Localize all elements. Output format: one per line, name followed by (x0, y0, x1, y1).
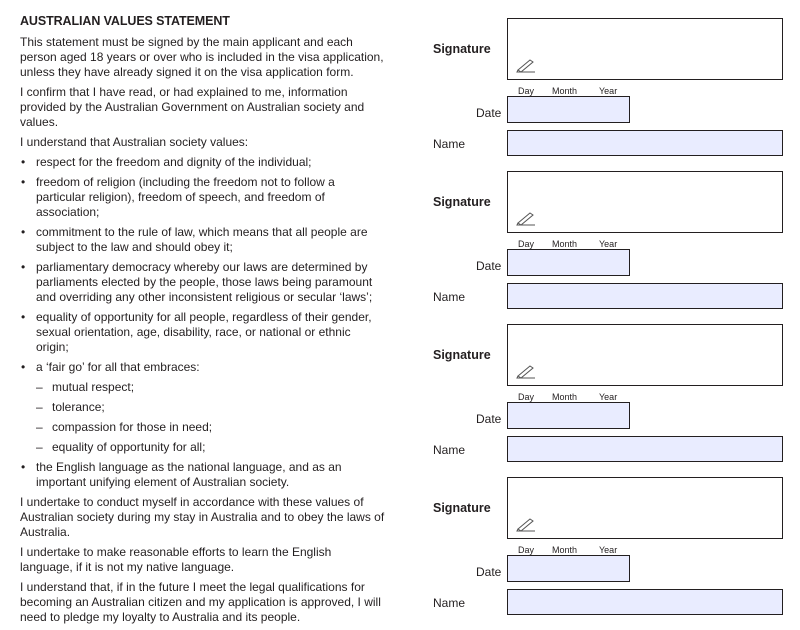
pen-icon (516, 363, 536, 379)
date-label: Date (476, 106, 502, 120)
value-item: • a ‘fair go’ for all that embraces: (20, 360, 385, 375)
month-label: Month (552, 86, 578, 96)
date-label: Date (476, 412, 502, 426)
date-field[interactable] (507, 249, 630, 276)
name-field[interactable] (507, 130, 783, 156)
year-label: Year (599, 392, 618, 402)
undertake-english-text: I undertake to make reasonable efforts to learn the English language, if it is not my native language. (20, 545, 332, 574)
signature-field[interactable] (507, 18, 783, 80)
month-label: Month (552, 392, 578, 402)
fair-go-item: – tolerance; (20, 400, 385, 415)
value-item: • freedom of religion (including the freedom not to follow a particular religion), freedom of speech, and freedom of association; (20, 175, 385, 220)
signature-block-1 (430, 18, 790, 158)
year-label: Year (599, 239, 618, 249)
signature-block-3 (430, 324, 790, 464)
statement-title: AUSTRALIAN VALUES STATEMENT (20, 14, 230, 28)
name-field[interactable] (507, 436, 783, 462)
confirm-text: I confirm that I have read, or had explained to me, information provided by the Australian Government on Australian society and values. (20, 85, 365, 129)
understand-text: I understand that Australian society values: (20, 135, 249, 149)
value-item-english: • the English language as the national language, and as an important unifying element of Australian society. (20, 460, 385, 490)
value-item: • commitment to the rule of law, which means that all people are subject to the law and should obey it; (20, 225, 385, 255)
pledge-text: I understand that, if in the future I meet the legal qualifications for becoming an Australian citizen and my application is approved, I will need to pledge my loyalty to Australia and its people. (20, 580, 381, 624)
signature-block-2 (430, 171, 790, 311)
value-item: • equality of opportunity for all people, regardless of their gender, sexual orientation, age, disability, race, or national or ethnic origin; (20, 310, 385, 355)
name-label: Name (433, 290, 466, 304)
name-label: Name (433, 443, 466, 457)
fair-go-item: – mutual respect; (20, 380, 385, 395)
signature-field[interactable] (507, 171, 783, 233)
signature-block-4 (430, 477, 790, 617)
day-label: Day (518, 545, 535, 555)
year-label: Year (599, 545, 618, 555)
signature-field[interactable] (507, 477, 783, 539)
date-field[interactable] (507, 96, 630, 123)
day-label: Day (518, 239, 535, 249)
signature-field[interactable] (507, 324, 783, 386)
day-label: Day (518, 392, 535, 402)
fair-go-item: – equality of opportunity for all; (20, 440, 385, 455)
month-label: Month (552, 239, 578, 249)
name-field[interactable] (507, 589, 783, 615)
name-label: Name (433, 137, 466, 151)
values-statement (20, 14, 385, 630)
month-label: Month (552, 545, 578, 555)
name-field[interactable] (507, 283, 783, 309)
value-item: • parliamentary democracy whereby our laws are determined by parliaments elected by the people, those laws being paramount and overriding any other inconsistent religious or secular ‘laws’; (20, 260, 385, 305)
name-label: Name (433, 596, 466, 610)
pen-icon (516, 516, 536, 532)
signature-label: Signature (433, 195, 491, 209)
intro-text: This statement must be signed by the main applicant and each person aged 18 years or over who is included in the visa application, unless they have already signed it on the visa application form. (20, 35, 384, 79)
undertake-conduct-text: I undertake to conduct myself in accordance with these values of Australian society during my stay in Australia and to obey the laws of Australia. (20, 495, 385, 539)
fair-go-item: – compassion for those in need; (20, 420, 385, 435)
day-label: Day (518, 86, 535, 96)
signature-label: Signature (433, 42, 491, 56)
date-field[interactable] (507, 555, 630, 582)
pen-icon (516, 210, 536, 226)
signature-label: Signature (433, 348, 491, 362)
date-field[interactable] (507, 402, 630, 429)
pen-icon (516, 57, 536, 73)
value-item: • respect for the freedom and dignity of the individual; (20, 155, 385, 170)
signature-label: Signature (433, 501, 491, 515)
date-label: Date (476, 565, 502, 579)
year-label: Year (599, 86, 618, 96)
date-label: Date (476, 259, 502, 273)
